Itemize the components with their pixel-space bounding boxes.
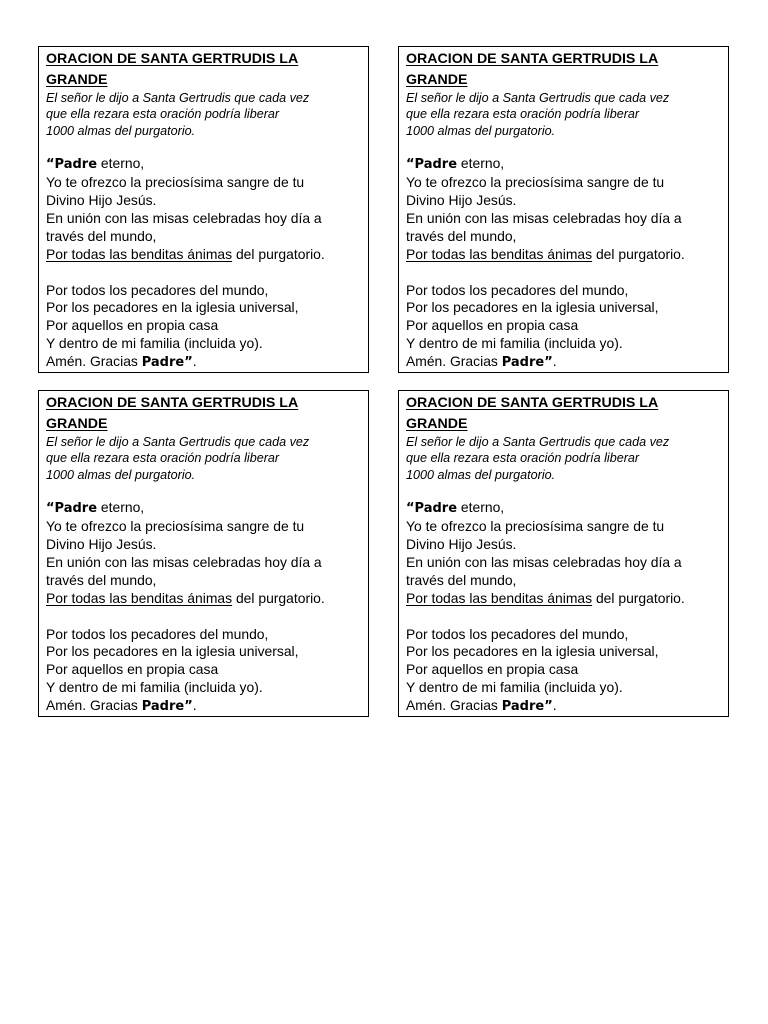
prayer-line: Yo te ofrezco la preciosísima sangre de tu bbox=[46, 518, 305, 535]
prayer-line: En unión con las misas celebradas hoy día a bbox=[406, 553, 682, 570]
prayer-line: Por los pecadores en la iglesia universal, bbox=[46, 643, 299, 660]
prayer-line: Por todas las benditas ánimas del purgatorio. bbox=[406, 245, 685, 262]
prayer-text bbox=[406, 499, 724, 716]
prayer-line: Por todos los pecadores del mundo, bbox=[406, 625, 629, 642]
prayer-line: “Padre eterno, bbox=[46, 499, 145, 517]
prayer-line: Yo te ofrezco la preciosísima sangre de tu bbox=[46, 174, 305, 191]
prayer-line: través del mundo, bbox=[46, 571, 157, 588]
prayer-line: Divino Hijo Jesús. bbox=[406, 192, 517, 209]
prayer-line: Por todos los pecadores del mundo, bbox=[46, 625, 269, 642]
prayer-line: En unión con las misas celebradas hoy día a bbox=[406, 209, 682, 226]
prayer-line: Divino Hijo Jesús. bbox=[406, 536, 517, 553]
card-intro: El señor le dijo a Santa Gertrudis que cada vez que ella rezara esta oración podría liberar 1000 almas del purgatorio. bbox=[406, 435, 670, 482]
prayer-line: En unión con las misas celebradas hoy día a bbox=[46, 553, 322, 570]
prayer-line: Por todos los pecadores del mundo, bbox=[406, 281, 629, 298]
prayer-line: Amén. Gracias Padre”. bbox=[46, 697, 197, 715]
prayer-line: Amén. Gracias Padre”. bbox=[406, 697, 557, 715]
prayer-line: Yo te ofrezco la preciosísima sangre de tu bbox=[406, 174, 665, 191]
prayer-line: Por los pecadores en la iglesia universal, bbox=[46, 299, 299, 316]
prayer-line: Por todas las benditas ánimas del purgatorio. bbox=[46, 589, 325, 606]
card-intro: El señor le dijo a Santa Gertrudis que cada vez que ella rezara esta oración podría liberar 1000 almas del purgatorio. bbox=[46, 435, 310, 482]
prayer-line: Y dentro de mi familia (incluida yo). bbox=[406, 335, 623, 352]
prayer-line: través del mundo, bbox=[406, 227, 517, 244]
card-title: ORACION DE SANTA GERTRUDIS LA GRANDE bbox=[46, 395, 299, 432]
prayer-line: Por los pecadores en la iglesia universal, bbox=[406, 299, 659, 316]
prayer-line: Por todas las benditas ánimas del purgatorio. bbox=[46, 245, 325, 262]
prayer-line: Divino Hijo Jesús. bbox=[46, 192, 157, 209]
prayer-line: Por aquellos en propia casa bbox=[46, 661, 219, 678]
prayer-line: Por los pecadores en la iglesia universal, bbox=[406, 643, 659, 660]
prayer-line: Por aquellos en propia casa bbox=[406, 661, 579, 678]
prayer-card-1 bbox=[38, 46, 369, 373]
prayer-line: Amén. Gracias Padre”. bbox=[46, 353, 197, 371]
prayer-line: Y dentro de mi familia (incluida yo). bbox=[46, 335, 263, 352]
card-title: ORACION DE SANTA GERTRUDIS LA GRANDE bbox=[406, 395, 659, 432]
prayer-line: Por aquellos en propia casa bbox=[406, 317, 579, 334]
prayer-line: Por todas las benditas ánimas del purgatorio. bbox=[406, 589, 685, 606]
prayer-line: En unión con las misas celebradas hoy día a bbox=[46, 209, 322, 226]
prayer-line: Por todos los pecadores del mundo, bbox=[46, 281, 269, 298]
prayer-line: través del mundo, bbox=[46, 227, 157, 244]
prayer-line: través del mundo, bbox=[406, 571, 517, 588]
prayer-card-3 bbox=[38, 390, 369, 717]
prayer-text bbox=[46, 155, 364, 372]
prayer-line: Divino Hijo Jesús. bbox=[46, 536, 157, 553]
prayer-line: “Padre eterno, bbox=[406, 155, 505, 173]
card-intro: El señor le dijo a Santa Gertrudis que cada vez que ella rezara esta oración podría liberar 1000 almas del purgatorio. bbox=[406, 91, 670, 138]
prayer-card-2 bbox=[398, 46, 729, 373]
prayer-line: Por aquellos en propia casa bbox=[46, 317, 219, 334]
prayer-card-4 bbox=[398, 390, 729, 717]
prayer-line: Y dentro de mi familia (incluida yo). bbox=[406, 679, 623, 696]
prayer-line: Y dentro de mi familia (incluida yo). bbox=[46, 679, 263, 696]
prayer-text bbox=[46, 499, 364, 716]
prayer-line: Amén. Gracias Padre”. bbox=[406, 353, 557, 371]
prayer-text bbox=[406, 155, 724, 372]
card-title: ORACION DE SANTA GERTRUDIS LA GRANDE bbox=[406, 51, 659, 88]
prayer-line: “Padre eterno, bbox=[46, 155, 145, 173]
prayer-line: Yo te ofrezco la preciosísima sangre de tu bbox=[406, 518, 665, 535]
card-intro: El señor le dijo a Santa Gertrudis que cada vez que ella rezara esta oración podría liberar 1000 almas del purgatorio. bbox=[46, 91, 310, 138]
prayer-line: “Padre eterno, bbox=[406, 499, 505, 517]
card-title: ORACION DE SANTA GERTRUDIS LA GRANDE bbox=[46, 51, 299, 88]
